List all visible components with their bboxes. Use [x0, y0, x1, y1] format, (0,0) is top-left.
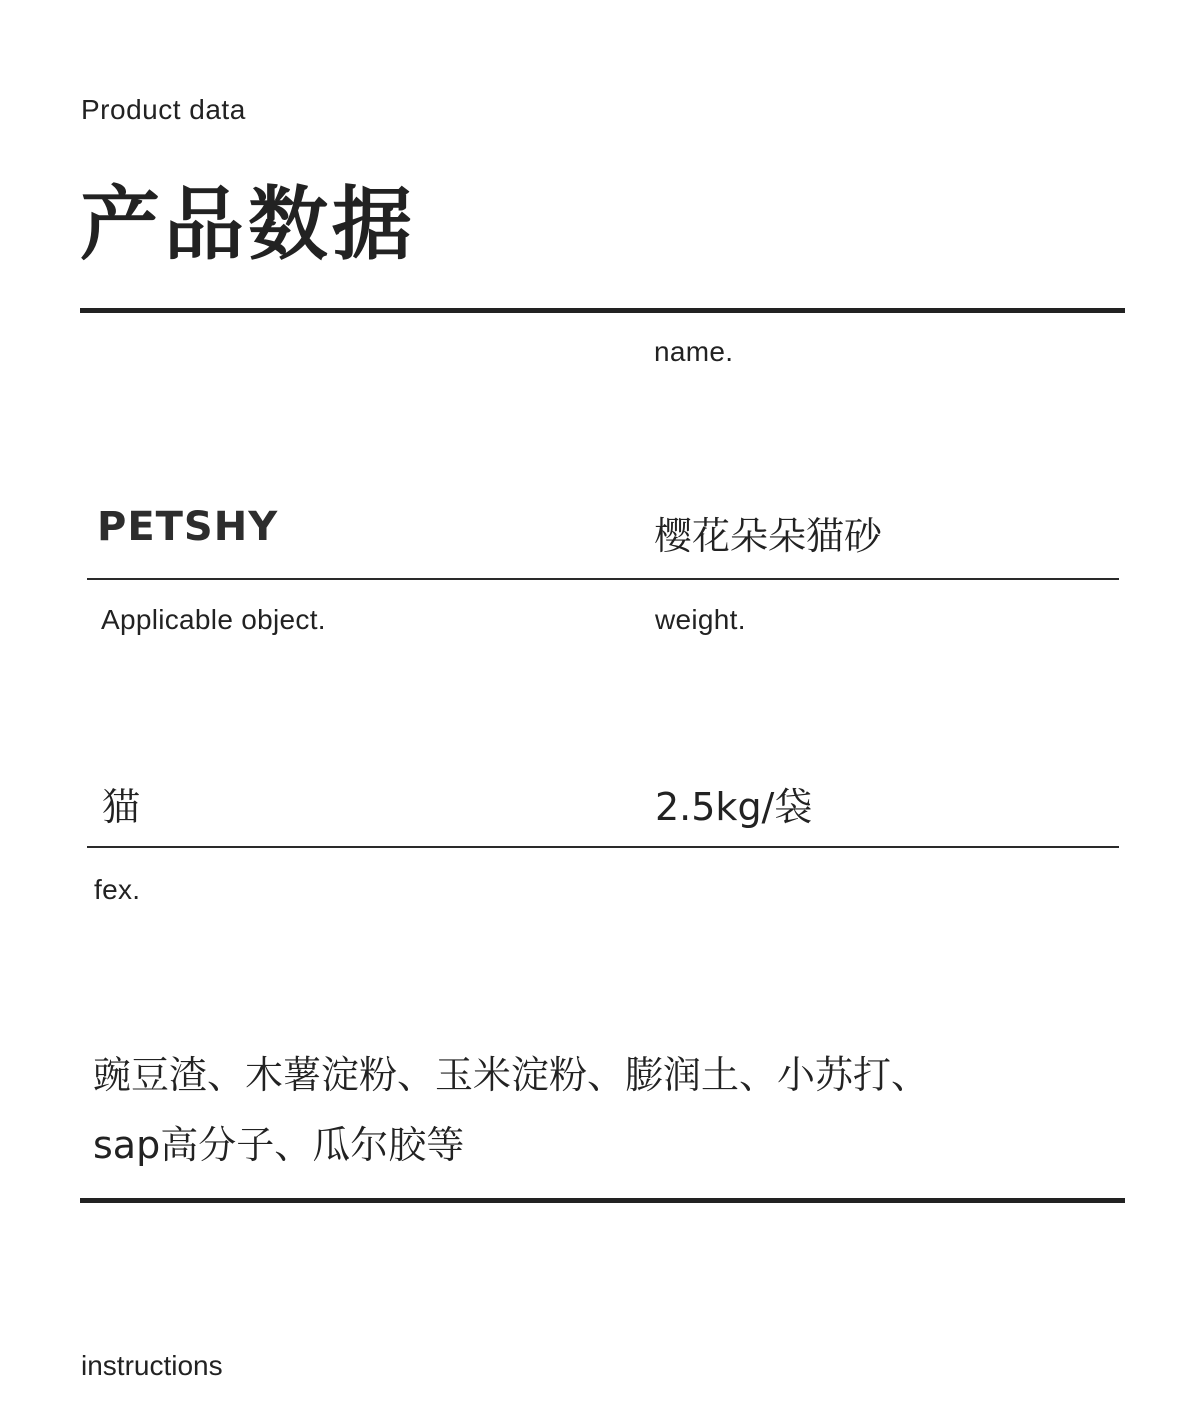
name-value: 樱花朵朵猫砂	[654, 514, 883, 558]
page-title: 产品数据	[80, 178, 416, 271]
weight-value: 2.5kg/袋	[655, 785, 813, 829]
table-top-rule	[80, 308, 1125, 313]
weight-label: weight.	[655, 604, 746, 635]
row-divider-2	[87, 846, 1119, 848]
table-bottom-rule	[80, 1198, 1125, 1203]
next-section-title: instructions	[81, 1350, 223, 1381]
ingredients-label: fex.	[94, 874, 141, 905]
ingredients-value	[93, 1040, 1093, 1180]
applicable-value: 猫	[102, 785, 141, 829]
name-label: name.	[654, 336, 734, 367]
ingredients-line: sap高分子、瓜尔胶等	[93, 1123, 465, 1167]
ingredients-line: 豌豆渣、木薯淀粉、玉米淀粉、膨润土、小苏打、	[93, 1053, 930, 1097]
row-divider-1	[87, 578, 1119, 580]
section-subtitle: Product data	[81, 94, 246, 125]
brand-logo: PETSHY	[97, 504, 279, 550]
applicable-label: Applicable object.	[101, 604, 326, 635]
